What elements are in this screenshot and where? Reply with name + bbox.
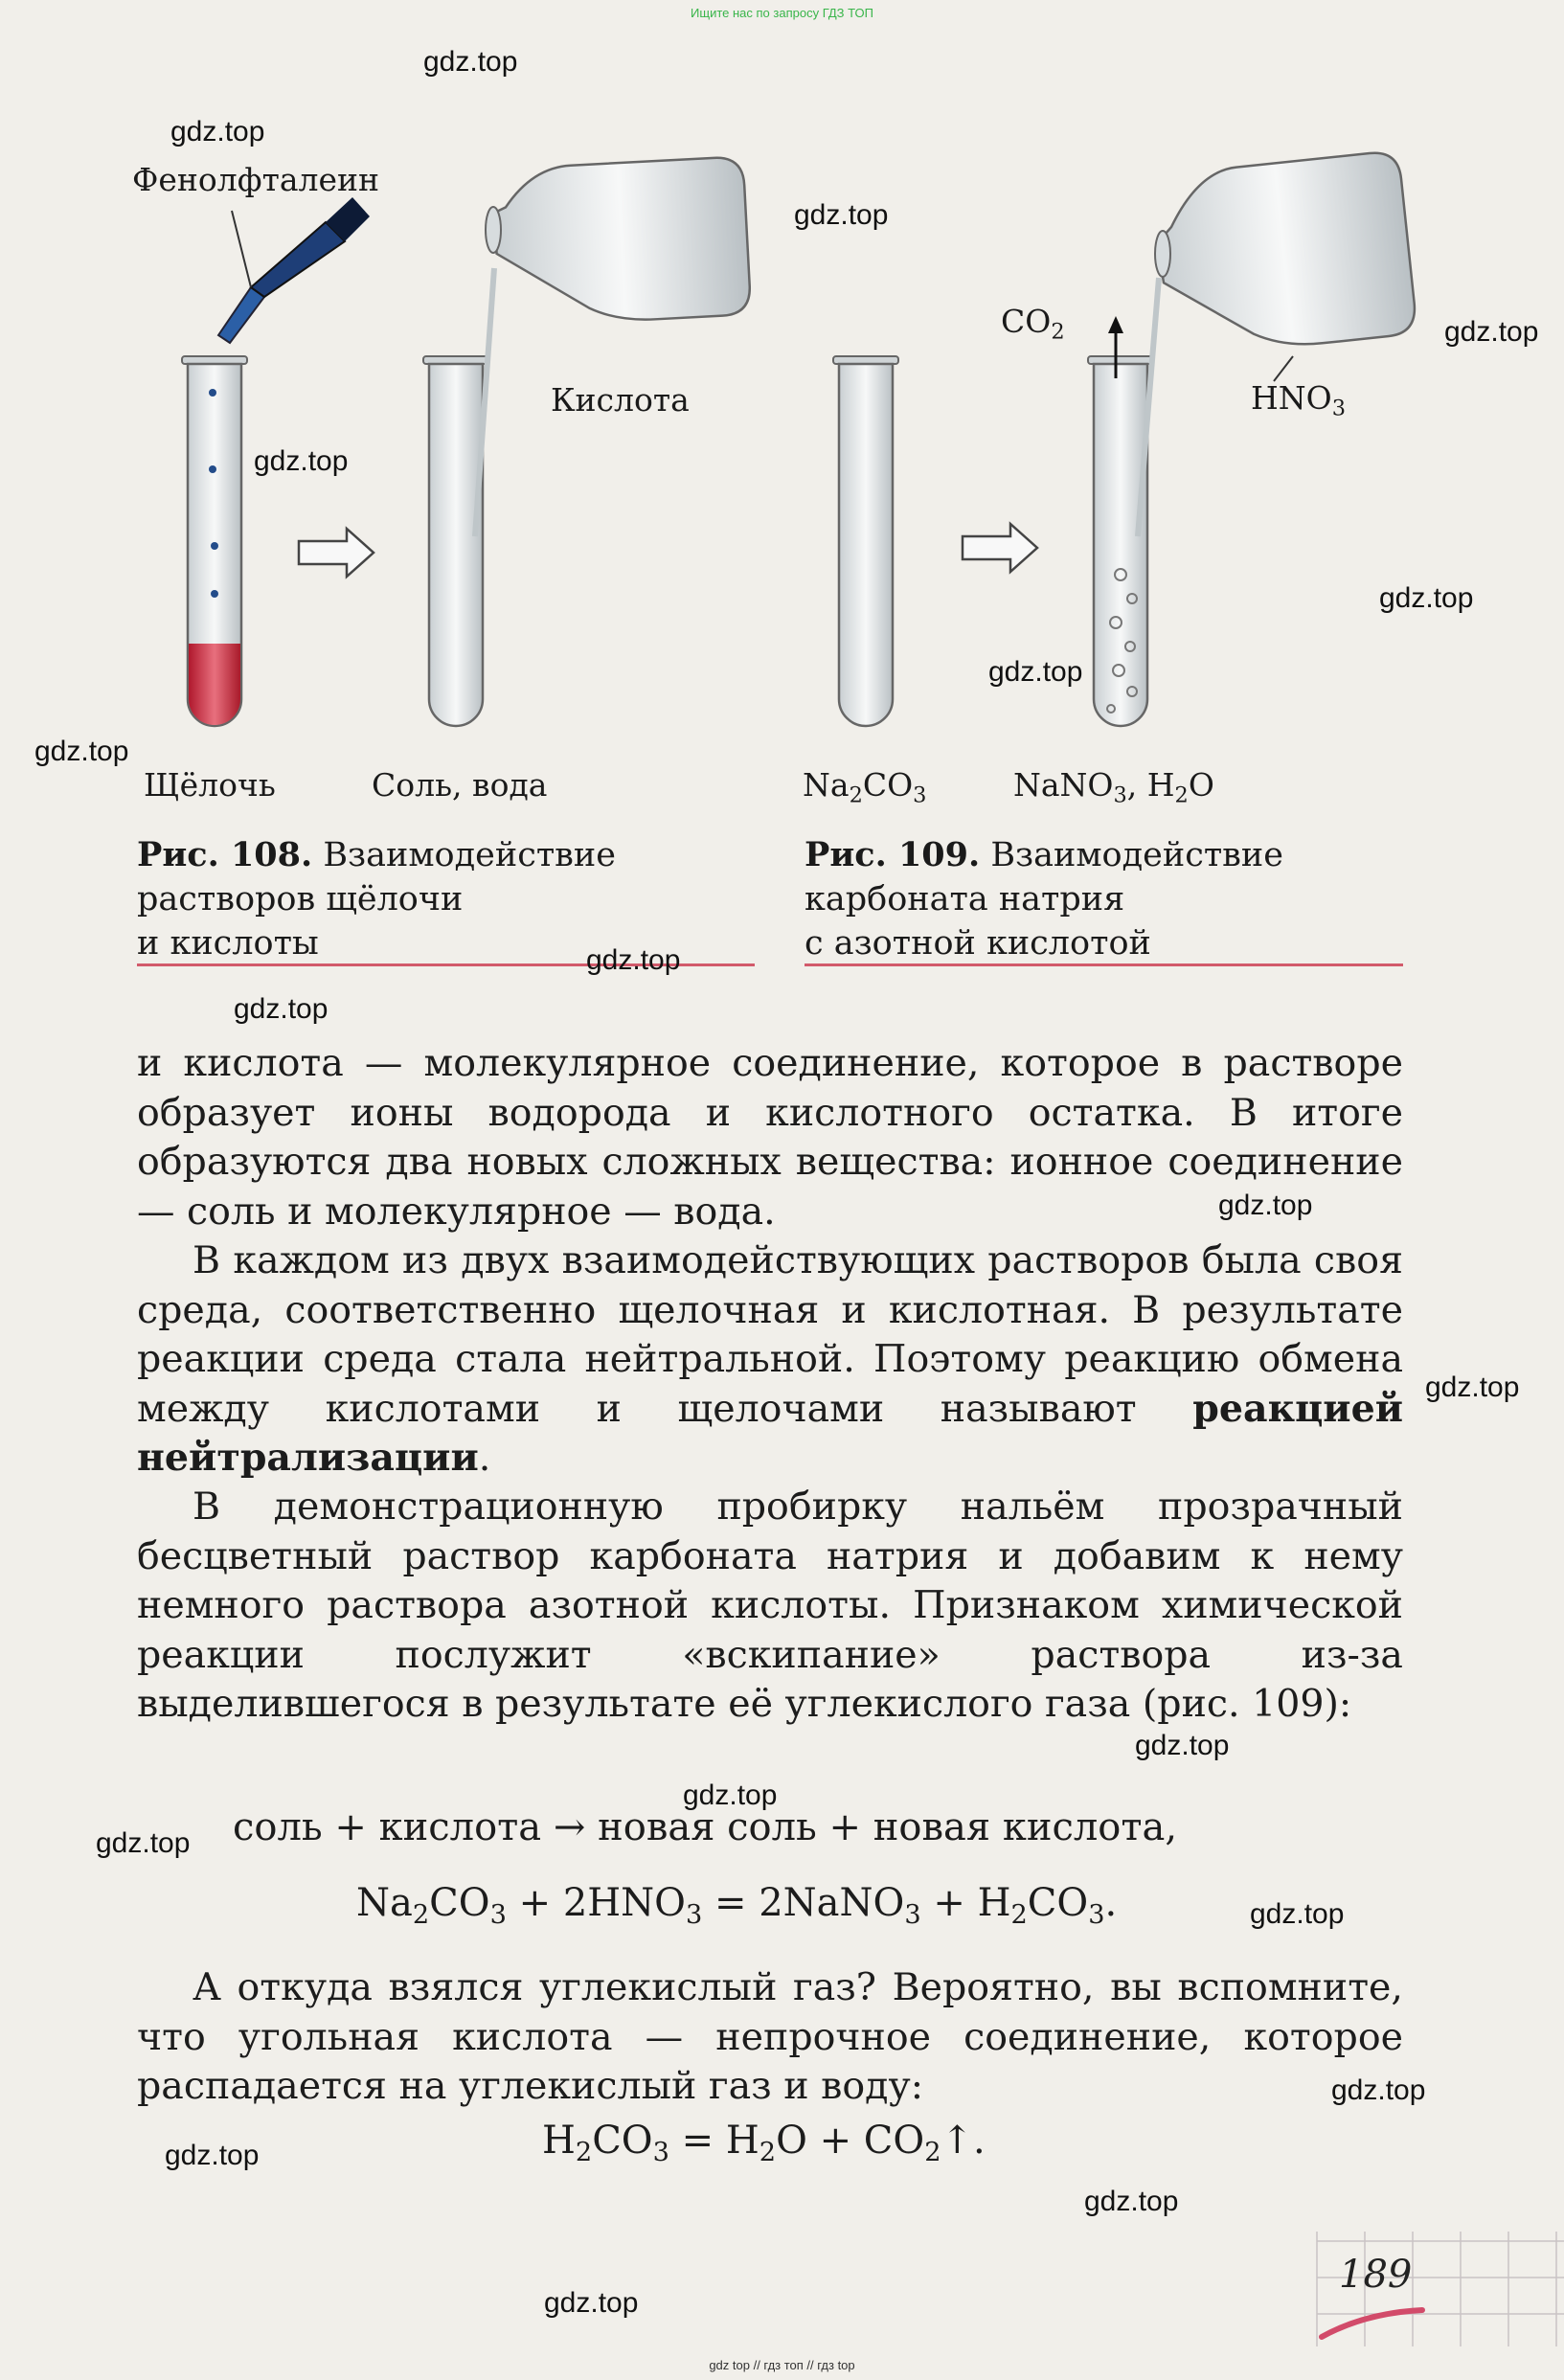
bottle-nitric-acid — [1150, 150, 1417, 381]
paragraph-1: и кислота — молекулярное соединение, которое в растворе образует ионы водорода и кислотного остатка. В итоге образуются два новых сложных вещества: ионное соединение — соль и молекулярное — вода. — [137, 1041, 1403, 1234]
word-scheme: соль + кислота → новая соль + новая кислота, — [233, 1805, 1178, 1849]
label-acid: Кислота — [551, 381, 690, 419]
watermark: gdz.top — [1331, 2074, 1426, 2106]
watermark: gdz.top — [34, 736, 129, 767]
dropper — [218, 197, 370, 343]
watermark: gdz.top — [423, 46, 518, 78]
page-number: 189 — [1339, 2253, 1413, 2297]
watermark: gdz.top — [1218, 1190, 1313, 1221]
watermark: gdz.top — [96, 1827, 191, 1859]
label-salt-water: Соль, вода — [372, 766, 548, 804]
watermark: gdz.top — [544, 2287, 639, 2319]
equation-1: $Na_2CO_3 + 2HNO_3$ = 2NaNO$_3$ + $H_2CO_3$. — [356, 1881, 1118, 1931]
watermark: gdz.top — [1135, 1730, 1230, 1761]
top-note: Ищите нас по запросу ГДЗ ТОП — [691, 6, 873, 20]
label-co2: $CO_2$ — [1001, 303, 1065, 345]
label-hno3: $HNO_3$ — [1251, 379, 1346, 421]
equation-2: $H_2CO_3 = H_2O$ + $CO_2↑$. — [542, 2119, 986, 2168]
caption-fig109: Рис. 109. Взаимодействие карбоната натрия с азотной кислотой — [805, 835, 1283, 963]
arrow-1 — [299, 529, 374, 577]
arrow-2 — [963, 524, 1037, 572]
label-nano3-water: NaNO$_3$, $H_2O$ — [1013, 766, 1214, 808]
watermark: gdz.top — [1379, 582, 1474, 614]
watermark: gdz.top — [1084, 2186, 1179, 2217]
bottle-acid — [486, 156, 751, 327]
tube-sodium-nitrate — [1088, 278, 1159, 726]
tube-sodium-carbonate — [833, 356, 898, 726]
watermark: gdz.top — [683, 1779, 778, 1811]
label-phenolphthalein: Фенолфталеин — [132, 161, 379, 198]
watermark: gdz.top — [234, 993, 329, 1025]
watermark: gdz.top — [586, 944, 681, 976]
watermark: gdz.top — [1425, 1371, 1520, 1403]
caption-fig108: Рис. 108. Взаимодействие растворов щёлочи и кислоты — [137, 835, 616, 963]
paragraph-3: В демонстрационную пробирку нальём прозрачный бесцветный раствор карбоната натрия и добавим к нему немного раствора азотной кислоты. Признаком химической реакции послужит «вскипание» раствора из-за выделившегося в результате её углекислого газа (рис. 109): — [137, 1485, 1403, 1726]
caption-rule-2 — [805, 963, 1403, 966]
paragraph-4: А откуда взялся углекислый газ? Вероятно, вы вспомните, что угольная кислота — непрочное соединение, которое распадается на углекислый газ и воду: — [137, 1965, 1403, 2108]
watermark: gdz.top — [170, 116, 265, 147]
label-alkali: Щёлочь — [144, 766, 276, 804]
paragraph-2: В каждом из двух взаимодействующих растворов была своя среда, соответственно щелочная и кислотная. В результате реакции среда стала нейтральной. Поэтому реакцию обмена между кислотами и щелочами называют реакцией нейтрализации. — [137, 1238, 1403, 1480]
watermark: gdz.top — [254, 445, 349, 477]
watermark: gdz.top — [794, 199, 889, 231]
watermark: gdz.top — [1444, 316, 1539, 348]
watermark: gdz.top — [165, 2140, 260, 2171]
tube-alkali — [182, 356, 247, 726]
label-na2co3: $Na_2CO_3$ — [803, 766, 927, 808]
watermark: gdz.top — [988, 656, 1083, 688]
bottom-note: gdz top // гдз топ // гдз top — [709, 2358, 855, 2372]
tube-salt-water — [423, 268, 494, 726]
watermark: gdz.top — [1250, 1898, 1345, 1930]
